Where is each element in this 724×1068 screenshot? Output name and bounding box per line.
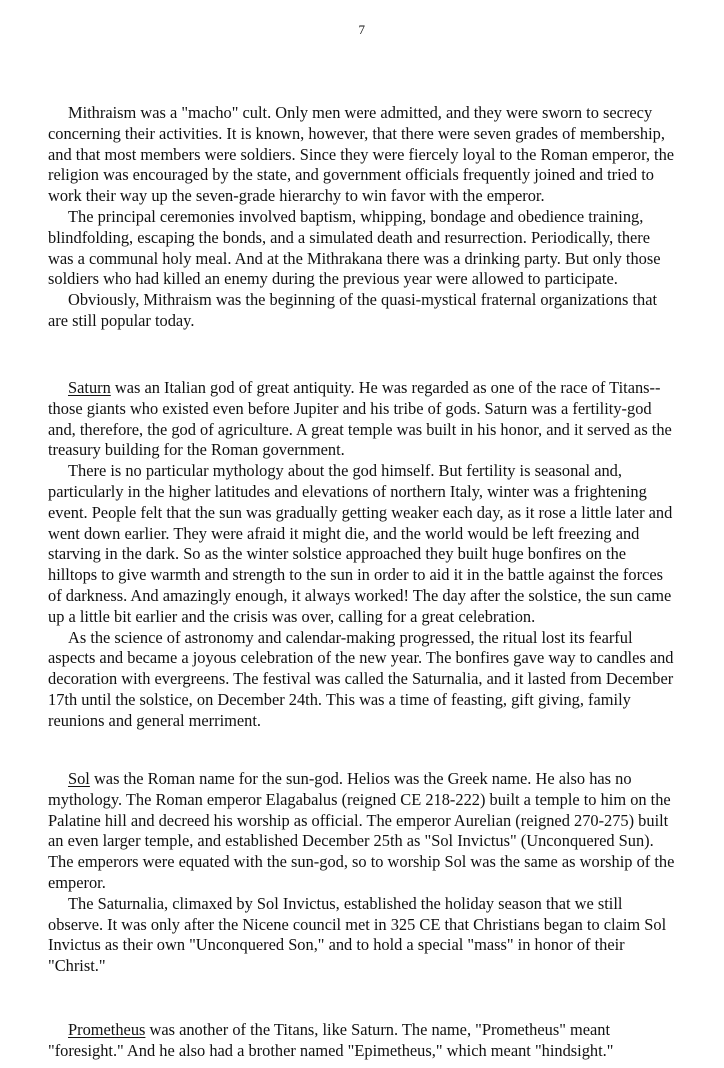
paragraph [48, 378, 678, 461]
paragraph: Mithraism was a "macho" cult. Only men were admitted, and they were sworn to secrecy concerning their activities. It is known, however, that there were seven grades of membership, and that most members were soldiers. Since they were fiercely loyal to the Roman emperor, the religion was encouraged by the state, and government officials frequently joined and tried to work their way up the seven-grade hierarchy to win favor with the emperor. [48, 103, 675, 206]
paragraph-text: was the Roman name for the sun-god. Helios was the Greek name. He also has no mythology. The Roman emperor Elagabalus (reigned CE 218-222) built a temple to him on the Palatine hill and decreed his worship as official. The emperor Aurelian (reigned 270-275) built an even larger temple, and established December 25th as "Sol Invictus" (Unconquered Sun). The emperors were equated with the sun-god, so to worship Sol was the same as worship of the emperor. [48, 769, 675, 892]
section-mithraism [48, 103, 678, 332]
paragraph: The Saturnalia, climaxed by Sol Invictus, established the holiday season that we still observe. It was only after the Nicene council met in 325 CE that Christians began to claim Sol Invictus as their own "Unconquered Son," and to hold a special "mass" in honor of their "Christ." [48, 893, 667, 976]
section-prometheus [48, 1020, 678, 1062]
heading-term: Prometheus [68, 1020, 146, 1039]
paragraph: The principal ceremonies involved baptism, whipping, bondage and obedience training, blindfolding, escaping the bonds, and a simulated death and resurrection. Periodically, there was a communal holy meal. And at the Mithrakana there was a drinking party. But only those soldiers who had killed an enemy during the previous year were allowed to participate. [48, 206, 661, 289]
paragraph: Obviously, Mithraism was the beginning of the quasi-mystical fraternal organizations that are still popular today. [48, 290, 658, 330]
paragraph-text: was another of the Titans, like Saturn. The name, "Prometheus" meant "foresight." And he also had a brother named "Epimetheus," which meant "hindsight." [48, 1020, 614, 1060]
page-number: 7 [358, 22, 366, 37]
paragraph-text: was an Italian god of great antiquity. He was regarded as one of the race of Titans--those giants who existed even before Jupiter and his tribe of gods. Saturn was a fertility-god and, therefore, the god of agriculture. A great temple was built in his honor, and it served as the treasury building for the Roman government. [48, 378, 672, 460]
section-sol [48, 769, 678, 977]
paragraph: As the science of astronomy and calendar-making progressed, the ritual lost its fearful aspects and became a joyous celebration of the new year. The bonfires gave way to candles and decoration with evergreens. The festival was called the Saturnalia, and it lasted from December 17th until the solstice, on December 24th. This was a time of feasting, gift giving, family reunions and general merriment. [48, 627, 674, 730]
heading-term: Saturn [68, 378, 111, 397]
paragraph [48, 769, 678, 894]
paragraph [48, 1020, 678, 1062]
heading-term: Sol [68, 769, 90, 788]
paragraph: There is no particular mythology about the god himself. But fertility is seasonal and, particularly in the higher latitudes and elevations of northern Italy, winter was a frightening event. People felt that the sun was gradually getting weaker each day, as it rose a little later and went down earlier. They were afraid it might die, and the world would be left freezing and starving in the dark. So as the winter solstice approached they built huge bonfires on the hilltops to give warmth and strength to the sun in order to aid it in the battle against the forces of darkness. And amazingly enough, it always worked! The day after the solstice, the sun came up a little bit earlier and the crisis was over, calling for a great celebration. [48, 461, 673, 626]
section-saturn [48, 378, 678, 732]
